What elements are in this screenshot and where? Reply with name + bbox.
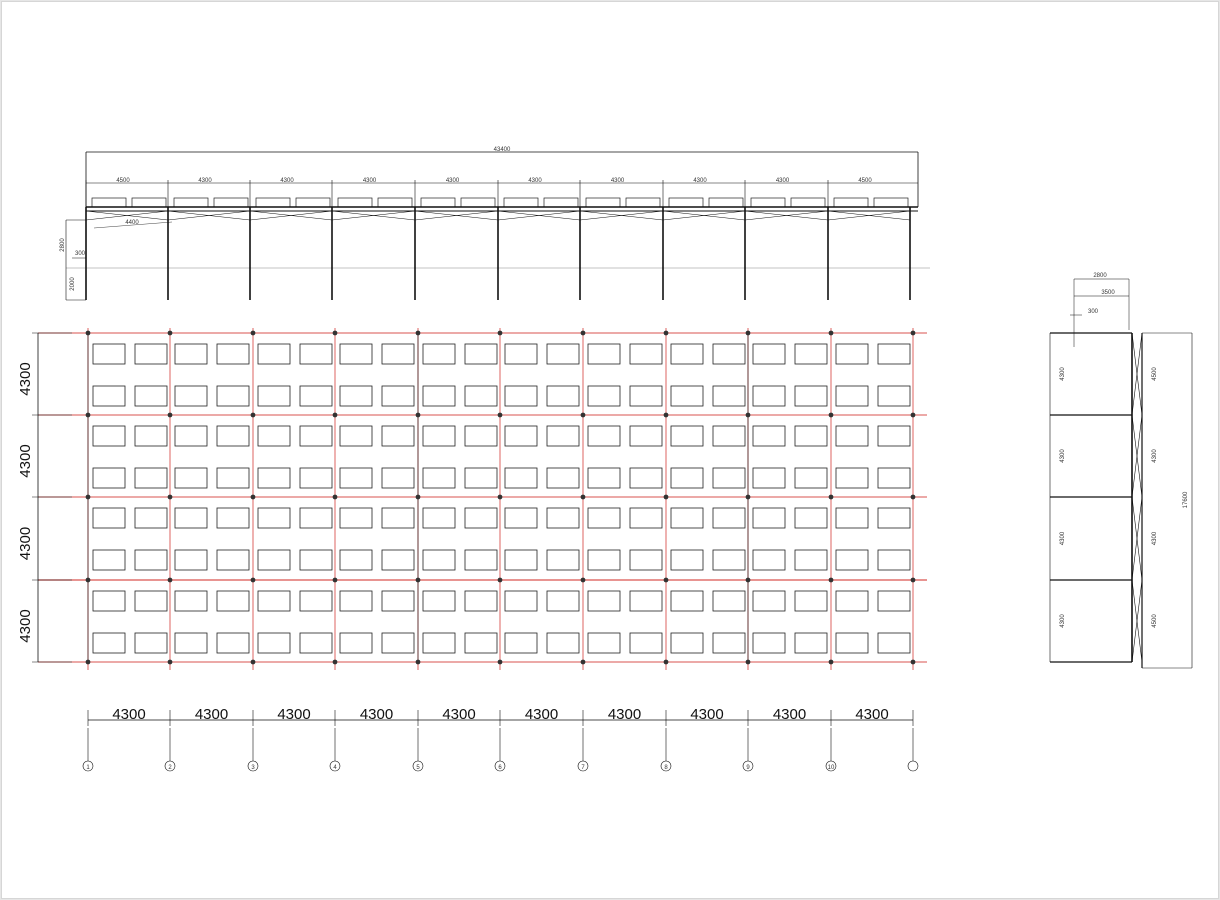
- solar-module: [713, 591, 745, 611]
- solar-module: [217, 550, 249, 570]
- solar-module: [753, 426, 785, 446]
- axis-label: 9: [746, 765, 750, 771]
- solar-module: [588, 550, 620, 570]
- support-node: [746, 331, 751, 336]
- solar-module: [795, 344, 827, 364]
- solar-module: [93, 426, 125, 446]
- solar-module: [175, 386, 207, 406]
- solar-module: [465, 508, 497, 528]
- solar-module: [340, 468, 372, 488]
- support-node: [664, 660, 669, 665]
- axis-label: 5: [416, 765, 420, 771]
- support-node: [86, 331, 91, 336]
- axis-label: 7: [581, 765, 585, 771]
- solar-module: [547, 386, 579, 406]
- solar-module: [465, 386, 497, 406]
- solar-module: [423, 591, 455, 611]
- solar-module: [795, 386, 827, 406]
- solar-module: [630, 550, 662, 570]
- elevation-module: [421, 198, 455, 207]
- elevation-module: [338, 198, 372, 207]
- solar-module: [382, 426, 414, 446]
- column-span-label: 4300: [855, 706, 889, 723]
- support-node: [168, 413, 173, 418]
- support-node: [664, 578, 669, 583]
- solar-module: [175, 426, 207, 446]
- support-node: [333, 660, 338, 665]
- support-node: [911, 413, 916, 418]
- support-node: [86, 413, 91, 418]
- solar-module: [836, 426, 868, 446]
- solar-module: [423, 426, 455, 446]
- solar-module: [340, 508, 372, 528]
- support-node: [581, 660, 586, 665]
- column-span-label: 4300: [277, 706, 311, 723]
- solar-module: [300, 344, 332, 364]
- solar-module: [753, 550, 785, 570]
- solar-module: [340, 550, 372, 570]
- solar-module: [630, 508, 662, 528]
- elevation-module: [296, 198, 330, 207]
- elevation-module: [709, 198, 743, 207]
- bay-dimension-label: 4300: [280, 178, 294, 184]
- support-node: [251, 413, 256, 418]
- solar-module: [753, 386, 785, 406]
- solar-module: [93, 591, 125, 611]
- column-span-label: 4300: [359, 706, 394, 723]
- elevation-module: [669, 198, 703, 207]
- support-node: [251, 578, 256, 583]
- support-node: [333, 331, 338, 336]
- elevation-module: [626, 198, 660, 207]
- support-node: [498, 495, 503, 500]
- drawing-frame: [1, 1, 1219, 899]
- solar-module: [340, 591, 372, 611]
- side-left-span-label: 4300: [1060, 614, 1066, 628]
- support-node: [168, 495, 173, 500]
- solar-module: [93, 468, 125, 488]
- support-node: [416, 495, 421, 500]
- support-node: [498, 578, 503, 583]
- solar-module: [175, 344, 207, 364]
- solar-module: [505, 633, 537, 653]
- solar-module: [382, 386, 414, 406]
- support-node: [829, 660, 834, 665]
- solar-module: [175, 468, 207, 488]
- support-node: [168, 660, 173, 665]
- solar-module: [630, 633, 662, 653]
- elevation-module: [92, 198, 126, 207]
- solar-module: [836, 386, 868, 406]
- solar-module: [382, 344, 414, 364]
- solar-module: [547, 633, 579, 653]
- solar-module: [713, 386, 745, 406]
- solar-module: [753, 508, 785, 528]
- solar-module: [588, 468, 620, 488]
- solar-module: [340, 344, 372, 364]
- solar-module: [93, 633, 125, 653]
- support-node: [829, 578, 834, 583]
- support-node: [911, 495, 916, 500]
- bay-dimension-label: 4300: [362, 178, 377, 184]
- side-right-span-label: 4500: [1152, 614, 1158, 628]
- solar-module: [135, 386, 167, 406]
- solar-module: [713, 633, 745, 653]
- support-node: [251, 495, 256, 500]
- solar-module: [258, 591, 290, 611]
- solar-module: [630, 386, 662, 406]
- solar-module: [671, 468, 703, 488]
- solar-module: [258, 426, 290, 446]
- solar-module: [175, 591, 207, 611]
- solar-module: [753, 591, 785, 611]
- height-column-label: 2000: [70, 277, 76, 291]
- solar-module: [135, 344, 167, 364]
- solar-module: [465, 550, 497, 570]
- column-span-label: 4300: [442, 706, 476, 723]
- solar-module: [547, 468, 579, 488]
- elevation-module: [834, 198, 868, 207]
- solar-module: [135, 508, 167, 528]
- solar-module: [713, 426, 745, 446]
- solar-module: [836, 344, 868, 364]
- solar-module: [547, 550, 579, 570]
- elevation-module: [874, 198, 908, 207]
- bay-dimension-label: 4300: [693, 178, 707, 184]
- solar-module: [713, 508, 745, 528]
- solar-module: [93, 344, 125, 364]
- support-node: [86, 660, 91, 665]
- elevation-module: [586, 198, 620, 207]
- solar-module: [465, 344, 497, 364]
- row-span-label: 4300: [17, 362, 34, 396]
- solar-module: [300, 633, 332, 653]
- solar-module: [671, 633, 703, 653]
- row-span-label: 4300: [17, 444, 34, 478]
- solar-module: [340, 426, 372, 446]
- side-left-span-label: 4300: [1060, 531, 1066, 546]
- solar-module: [217, 591, 249, 611]
- support-node: [829, 331, 834, 336]
- axis-label: 4: [333, 765, 337, 771]
- axis-label: 3: [251, 765, 255, 771]
- solar-module: [300, 426, 332, 446]
- side-dim-third-label: 300: [1087, 309, 1099, 315]
- support-node: [498, 660, 503, 665]
- support-node: [746, 413, 751, 418]
- axis-label: 8: [664, 765, 668, 771]
- support-node: [664, 413, 669, 418]
- elevation-module: [174, 198, 208, 207]
- support-node: [664, 495, 669, 500]
- side-left-span-label: 4300: [1060, 449, 1066, 463]
- side-right-span-label: 4300: [1152, 449, 1158, 463]
- solar-module: [465, 591, 497, 611]
- column-span-label: 4300: [607, 706, 642, 723]
- solar-module: [630, 591, 662, 611]
- solar-module: [505, 426, 537, 446]
- support-node: [333, 578, 338, 583]
- solar-module: [836, 508, 868, 528]
- elevation-module: [214, 198, 248, 207]
- solar-module: [423, 550, 455, 570]
- solar-module: [135, 468, 167, 488]
- bay-dimension-label: 4500: [858, 178, 872, 184]
- support-node: [168, 331, 173, 336]
- solar-module: [93, 508, 125, 528]
- solar-module: [135, 633, 167, 653]
- solar-module: [836, 468, 868, 488]
- solar-module: [671, 426, 703, 446]
- inclined-label: 4400: [125, 220, 139, 226]
- solar-module: [588, 508, 620, 528]
- solar-module: [258, 386, 290, 406]
- solar-module: [588, 633, 620, 653]
- row-span-label: 4300: [17, 609, 34, 643]
- solar-module: [300, 386, 332, 406]
- solar-module: [465, 468, 497, 488]
- solar-module: [753, 344, 785, 364]
- solar-module: [300, 468, 332, 488]
- support-node: [333, 495, 338, 500]
- solar-module: [836, 550, 868, 570]
- solar-module: [93, 386, 125, 406]
- column-span-label: 4300: [772, 706, 807, 723]
- solar-module: [423, 633, 455, 653]
- solar-module: [217, 386, 249, 406]
- solar-module: [795, 591, 827, 611]
- height-total-label: 2800: [60, 238, 66, 252]
- solar-module: [135, 426, 167, 446]
- support-node: [168, 578, 173, 583]
- solar-module: [300, 591, 332, 611]
- solar-module: [795, 633, 827, 653]
- side-total-label: 17600: [1183, 491, 1189, 509]
- elevation-module: [504, 198, 538, 207]
- solar-module: [217, 344, 249, 364]
- solar-module: [217, 633, 249, 653]
- support-node: [86, 495, 91, 500]
- solar-module: [505, 591, 537, 611]
- solar-module: [795, 468, 827, 488]
- solar-module: [547, 426, 579, 446]
- solar-module: [795, 550, 827, 570]
- solar-module: [878, 633, 910, 653]
- solar-module: [505, 508, 537, 528]
- solar-module: [300, 508, 332, 528]
- solar-module: [671, 550, 703, 570]
- solar-module: [878, 550, 910, 570]
- solar-module: [382, 468, 414, 488]
- support-node: [498, 413, 503, 418]
- support-node: [581, 578, 586, 583]
- support-node: [416, 413, 421, 418]
- support-node: [581, 413, 586, 418]
- support-node: [416, 660, 421, 665]
- support-node: [746, 495, 751, 500]
- solar-module: [217, 426, 249, 446]
- solar-module: [795, 426, 827, 446]
- side-dim-second-label: 3500: [1101, 290, 1115, 296]
- side-elevation: [1050, 273, 1192, 668]
- solar-module: [878, 426, 910, 446]
- solar-module: [836, 633, 868, 653]
- solar-module: [382, 550, 414, 570]
- support-node: [829, 495, 834, 500]
- structural-drawing: [2, 2, 1218, 898]
- solar-module: [671, 386, 703, 406]
- support-node: [746, 578, 751, 583]
- support-node: [746, 660, 751, 665]
- solar-module: [465, 426, 497, 446]
- support-node: [498, 331, 503, 336]
- column-span-label: 4300: [524, 706, 559, 723]
- support-node: [416, 331, 421, 336]
- solar-module: [836, 591, 868, 611]
- solar-module: [713, 468, 745, 488]
- column-span-label: 4300: [690, 706, 724, 723]
- solar-module: [713, 550, 745, 570]
- solar-module: [753, 633, 785, 653]
- solar-module: [423, 344, 455, 364]
- front-elevation: [60, 147, 930, 300]
- elevation-module: [791, 198, 825, 207]
- solar-module: [588, 426, 620, 446]
- side-dim-top-label: 2800: [1093, 273, 1107, 279]
- support-node: [251, 660, 256, 665]
- solar-module: [878, 591, 910, 611]
- bay-dimension-label: 4300: [198, 178, 212, 184]
- solar-module: [300, 550, 332, 570]
- elevation-module: [461, 198, 495, 207]
- solar-module: [340, 633, 372, 653]
- support-node: [581, 495, 586, 500]
- solar-module: [423, 386, 455, 406]
- solar-module: [547, 508, 579, 528]
- row-span-label: 4300: [17, 526, 34, 561]
- solar-module: [505, 386, 537, 406]
- support-node: [664, 331, 669, 336]
- solar-module: [630, 468, 662, 488]
- solar-module: [753, 468, 785, 488]
- solar-module: [135, 591, 167, 611]
- bay-dimension-label: 4300: [445, 178, 460, 184]
- solar-module: [93, 550, 125, 570]
- support-node: [333, 413, 338, 418]
- solar-module: [878, 344, 910, 364]
- support-node: [86, 578, 91, 583]
- solar-module: [258, 344, 290, 364]
- layout-plan: [17, 328, 927, 771]
- support-node: [829, 413, 834, 418]
- solar-module: [175, 633, 207, 653]
- support-node: [911, 331, 916, 336]
- side-right-span-label: 4500: [1152, 367, 1158, 381]
- bay-dimension-label: 4500: [116, 178, 130, 184]
- solar-module: [382, 591, 414, 611]
- side-right-span-label: 4300: [1152, 531, 1158, 546]
- solar-module: [588, 591, 620, 611]
- solar-module: [175, 508, 207, 528]
- solar-module: [217, 468, 249, 488]
- solar-module: [671, 591, 703, 611]
- solar-module: [505, 550, 537, 570]
- solar-module: [340, 386, 372, 406]
- support-node: [416, 578, 421, 583]
- solar-module: [258, 633, 290, 653]
- solar-module: [795, 508, 827, 528]
- column-span-label: 4300: [112, 706, 146, 723]
- solar-module: [671, 344, 703, 364]
- bay-dimension-label: 4300: [610, 178, 625, 184]
- side-left-span-label: 4300: [1060, 367, 1066, 381]
- solar-module: [382, 508, 414, 528]
- solar-module: [465, 633, 497, 653]
- support-node: [911, 660, 916, 665]
- support-node: [911, 578, 916, 583]
- solar-module: [258, 468, 290, 488]
- axis-bubble: [908, 761, 918, 771]
- solar-module: [547, 591, 579, 611]
- solar-module: [588, 386, 620, 406]
- solar-module: [878, 508, 910, 528]
- axis-label: 2: [168, 765, 172, 771]
- solar-module: [423, 468, 455, 488]
- bay-dimension-label: 4300: [528, 178, 542, 184]
- solar-module: [671, 508, 703, 528]
- solar-module: [713, 344, 745, 364]
- support-node: [251, 331, 256, 336]
- overall-dimension-label: 43400: [493, 147, 511, 153]
- axis-label: 1: [86, 765, 90, 771]
- elevation-module: [378, 198, 412, 207]
- solar-module: [175, 550, 207, 570]
- solar-module: [588, 344, 620, 364]
- solar-module: [630, 344, 662, 364]
- solar-module: [505, 468, 537, 488]
- elevation-module: [751, 198, 785, 207]
- axis-label: 6: [498, 765, 502, 771]
- solar-module: [630, 426, 662, 446]
- solar-module: [135, 550, 167, 570]
- solar-module: [382, 633, 414, 653]
- solar-module: [423, 508, 455, 528]
- solar-module: [878, 468, 910, 488]
- axis-label: 10: [827, 765, 835, 771]
- height-offset-label: 300: [74, 251, 86, 257]
- elevation-module: [132, 198, 166, 207]
- solar-module: [258, 550, 290, 570]
- elevation-module: [256, 198, 290, 207]
- solar-module: [217, 508, 249, 528]
- bay-dimension-label: 4300: [775, 178, 790, 184]
- solar-module: [258, 508, 290, 528]
- solar-module: [547, 344, 579, 364]
- elevation-module: [544, 198, 578, 207]
- support-node: [581, 331, 586, 336]
- column-span-label: 4300: [194, 706, 229, 723]
- solar-module: [878, 386, 910, 406]
- solar-module: [505, 344, 537, 364]
